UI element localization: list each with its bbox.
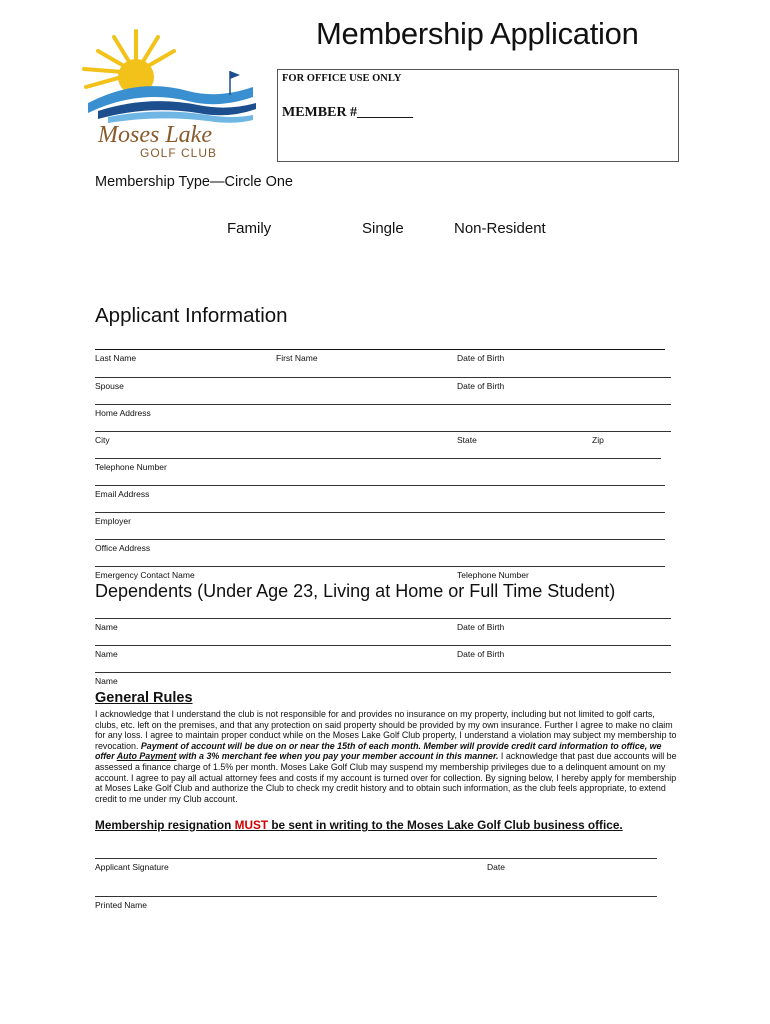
general-rules-heading: General Rules (95, 690, 193, 706)
rules-text-part4: I acknowledge that past due accounts will be assessed a finance charge of 1.5% per month. Moses Lake Golf Club may suspend my membership privileges due to a delinquent amount on my account. I agree to pay all actual attorney fees and costs if my account is turned over for collection. By signing below, I hereby apply for membership at Moses Lake Golf Club and authorize the Club to check my credit history and to obtain such information, as the club feels appropriate, to extend credit to me under my Club account. (95, 751, 677, 804)
page-title: Membership Application (316, 16, 639, 51)
sun-wave-logo-icon (78, 25, 258, 165)
label-last-name: Last Name (95, 353, 137, 363)
resignation-before: Membership resignation (95, 818, 235, 832)
label-city: City (95, 435, 110, 445)
rule-telephone (95, 458, 661, 459)
label-dependent-name-2: Name (95, 649, 118, 659)
rule-office-address (95, 539, 665, 540)
rules-merchant-fee-text: with a 3% merchant fee when you pay your member account in this manner. (176, 751, 499, 762)
label-emergency-contact: Emergency Contact Name (95, 570, 195, 580)
rule-employer (95, 512, 665, 513)
rule-signature (95, 858, 657, 859)
auto-payment-link: Auto Payment (116, 751, 177, 762)
label-telephone: Telephone Number (95, 462, 167, 472)
logo-text-name: Moses Lake (98, 122, 212, 148)
membership-option-single[interactable]: Single (362, 220, 404, 237)
rule-dependent-1 (95, 618, 671, 619)
label-printed-name: Printed Name (95, 900, 147, 910)
dependents-heading: Dependents (Under Age 23, Living at Home or Full Time Student) (95, 581, 616, 601)
rule-home-address (95, 404, 671, 405)
label-emergency-phone: Telephone Number (457, 570, 529, 580)
rule-city (95, 431, 671, 432)
label-applicant-signature: Applicant Signature (95, 862, 169, 872)
rules-payment-text: Payment of account will be due on or near the 15th of each month. Member will provide credit card information to office, we offer (95, 740, 662, 762)
label-dependent-dob-1: Date of Birth (457, 622, 505, 632)
label-state: State (457, 435, 477, 445)
label-employer: Employer (95, 516, 131, 526)
label-first-name: First Name (276, 353, 318, 363)
rule-printed-name (95, 896, 657, 897)
membership-type-heading: Membership Type—Circle One (95, 174, 293, 190)
rule-email (95, 485, 665, 486)
label-dependent-name-1: Name (95, 622, 118, 632)
general-rules-text (95, 709, 680, 804)
label-zip: Zip (592, 435, 604, 445)
membership-option-non-resident[interactable]: Non-Resident (454, 220, 546, 237)
rule-spouse (95, 377, 671, 378)
label-signature-date: Date (487, 862, 505, 872)
resignation-after: be sent in writing to the Moses Lake Golf Club business office. (268, 818, 623, 832)
member-number-field[interactable]: MEMBER #________ (282, 105, 414, 120)
resignation-notice (95, 818, 623, 832)
rule-last-name (95, 349, 665, 350)
office-use-label: FOR OFFICE USE ONLY (282, 73, 402, 84)
club-logo (78, 25, 258, 165)
rules-text-part1: I acknowledge that I understand the club is not responsible for and provides no insurance on my property, including but not limited to golf carts, clubs, etc. left on the premises, and that any protection on said property should be provided by my own insurance. Further I agree to make no claim for any loss. I agree to maintain proper conduct while on the Moses Lake Golf Club property, I understand a violation may subject my membership to revocation. (95, 709, 677, 751)
label-dob-spouse: Date of Birth (457, 381, 505, 391)
label-dependent-dob-2: Date of Birth (457, 649, 505, 659)
membership-option-family[interactable]: Family (227, 220, 272, 237)
label-email: Email Address (95, 489, 150, 499)
rule-dependent-3 (95, 672, 671, 673)
rule-emergency (95, 566, 665, 567)
label-dob-applicant: Date of Birth (457, 353, 505, 363)
label-dependent-name-3: Name (95, 676, 118, 686)
label-office-address: Office Address (95, 543, 151, 553)
applicant-info-heading: Applicant Information (95, 304, 288, 327)
logo-text-golf: GOLF CLUB (140, 146, 218, 160)
label-home-address: Home Address (95, 408, 151, 418)
label-spouse: Spouse (95, 381, 124, 391)
rule-dependent-2 (95, 645, 671, 646)
resignation-must: MUST (234, 818, 269, 832)
